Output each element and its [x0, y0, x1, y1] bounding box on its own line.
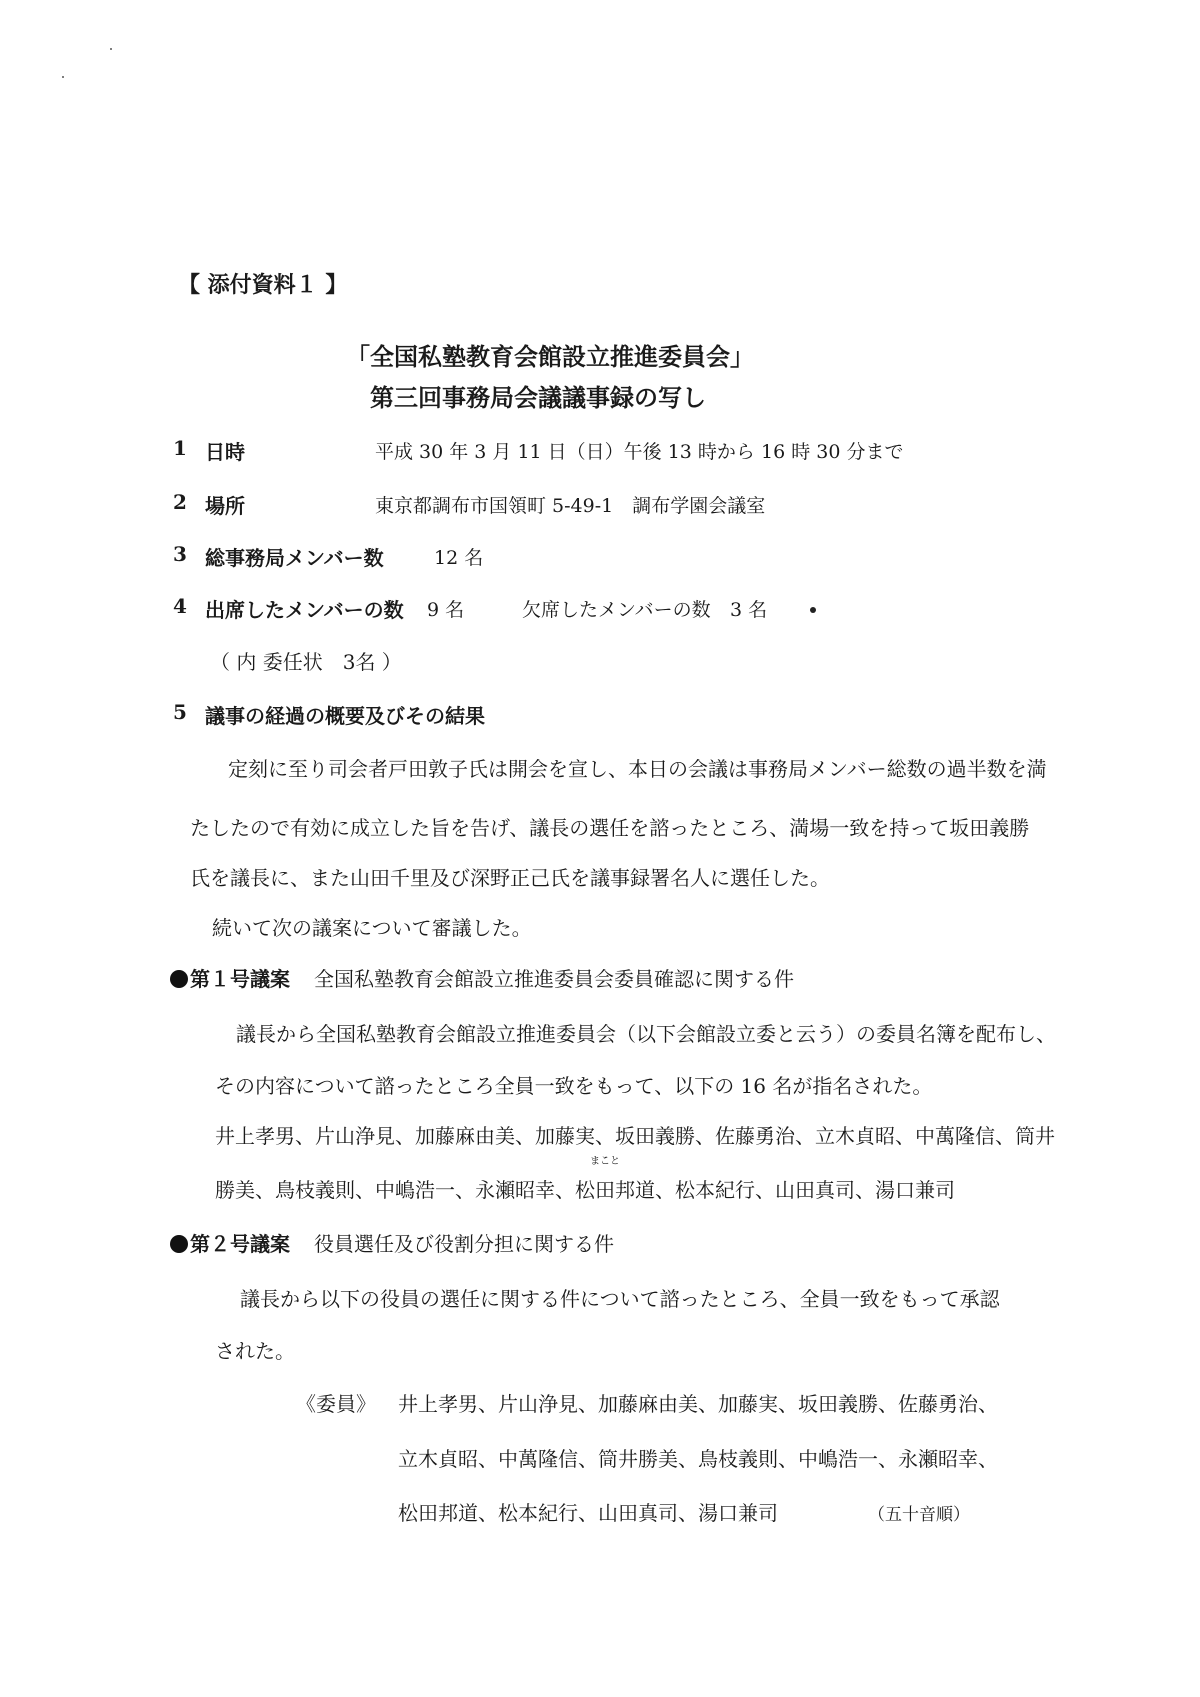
agenda-title: 全国私塾教育会館設立推進委員会委員確認に関する件	[314, 967, 794, 991]
agenda1-text: 議長から全国私塾教育会館設立推進委員会（以下会館設立委と云う）の委員名簿を配布し、	[236, 1022, 1056, 1046]
item-value-place: 東京都調布市国領町 5-49-1 調布学園会議室	[375, 495, 766, 517]
bullet-icon	[170, 1235, 188, 1253]
members-list: 井上孝男、片山浄見、加藤麻由美、加藤実、坂田義勝、佐藤勇治、	[398, 1392, 998, 1416]
item-number: 2	[173, 490, 187, 514]
order-note: （五十音順）	[868, 1505, 970, 1525]
document-title: 「全国私塾教育会館設立推進委員会」	[346, 342, 754, 371]
item-label-absentees: 欠席したメンバーの数	[522, 599, 711, 621]
agenda-heading-1	[170, 963, 794, 992]
document-subtitle: 第三回事務局会議議事録の写し	[370, 383, 706, 412]
item-label-attendees: 出席したメンバーの数	[205, 598, 404, 622]
bullet-icon	[170, 970, 188, 988]
item-value-datetime: 平成 30 年 3 月 11 日（日）午後 13 時から 16 時 30 分まで	[375, 441, 904, 463]
agenda-label: 第２号議案	[190, 1232, 290, 1256]
agenda1-names: 勝美、鳥枝義則、中嶋浩一、永瀬昭幸、松田邦道、松本紀行、山田真司、湯口兼司	[215, 1178, 955, 1202]
item-label-proceedings: 議事の経過の概要及びその結果	[205, 704, 485, 728]
item-label-datetime: 日時	[205, 440, 245, 464]
proceedings-line: 定刻に至り司会者戸田敦子氏は開会を宣し、本日の会議は事務局メンバー総数の過半数を満	[228, 757, 1047, 781]
item-value-absentees: 3 名	[730, 599, 768, 621]
agenda-title: 役員選任及び役割分担に関する件	[314, 1232, 614, 1256]
agenda-label: 第１号議案	[190, 967, 290, 991]
item-number: 1	[173, 436, 187, 460]
attachment-label: 【 添付資料１ 】	[178, 273, 348, 298]
item-value-member-count: 12 名	[434, 547, 484, 569]
item-value-attendees: 9 名	[427, 599, 465, 621]
agenda-heading-2	[170, 1228, 614, 1257]
agenda1-text: その内容について諮ったところ全員一致をもって、以下の 16 名が指名された。	[215, 1074, 933, 1098]
item-number: 5	[173, 700, 187, 724]
ink-mark	[810, 607, 816, 613]
members-label: 《委員》	[296, 1392, 376, 1416]
ruby-annotation: まこと	[590, 1156, 620, 1167]
proceedings-line: 続いて次の議案について審議した。	[212, 916, 532, 940]
item-number: 4	[173, 594, 187, 618]
proxy-note: （ 内 委任状 3名 ）	[210, 650, 402, 674]
item-label-member-count: 総事務局メンバー数	[205, 546, 384, 570]
item-number: 3	[173, 542, 187, 566]
members-list: 松田邦道、松本紀行、山田真司、湯口兼司	[398, 1501, 778, 1525]
scan-speck	[62, 76, 64, 78]
item-label-place: 場所	[205, 494, 245, 518]
scan-speck	[110, 48, 112, 50]
proceedings-line: 氏を議長に、また山田千里及び深野正己氏を議事録署名人に選任した。	[190, 866, 830, 890]
agenda1-names: 井上孝男、片山浄見、加藤麻由美、加藤実、坂田義勝、佐藤勇治、立木貞昭、中萬隆信、筒井	[215, 1124, 1055, 1148]
proceedings-line: たしたので有効に成立した旨を告げ、議長の選任を諮ったところ、満場一致を持って坂田義勝	[190, 816, 1030, 840]
agenda2-text: された。	[215, 1339, 295, 1363]
agenda2-text: 議長から以下の役員の選任に関する件について諮ったところ、全員一致をもって承認	[240, 1287, 1000, 1311]
members-list: 立木貞昭、中萬隆信、筒井勝美、鳥枝義則、中嶋浩一、永瀬昭幸、	[398, 1447, 998, 1471]
